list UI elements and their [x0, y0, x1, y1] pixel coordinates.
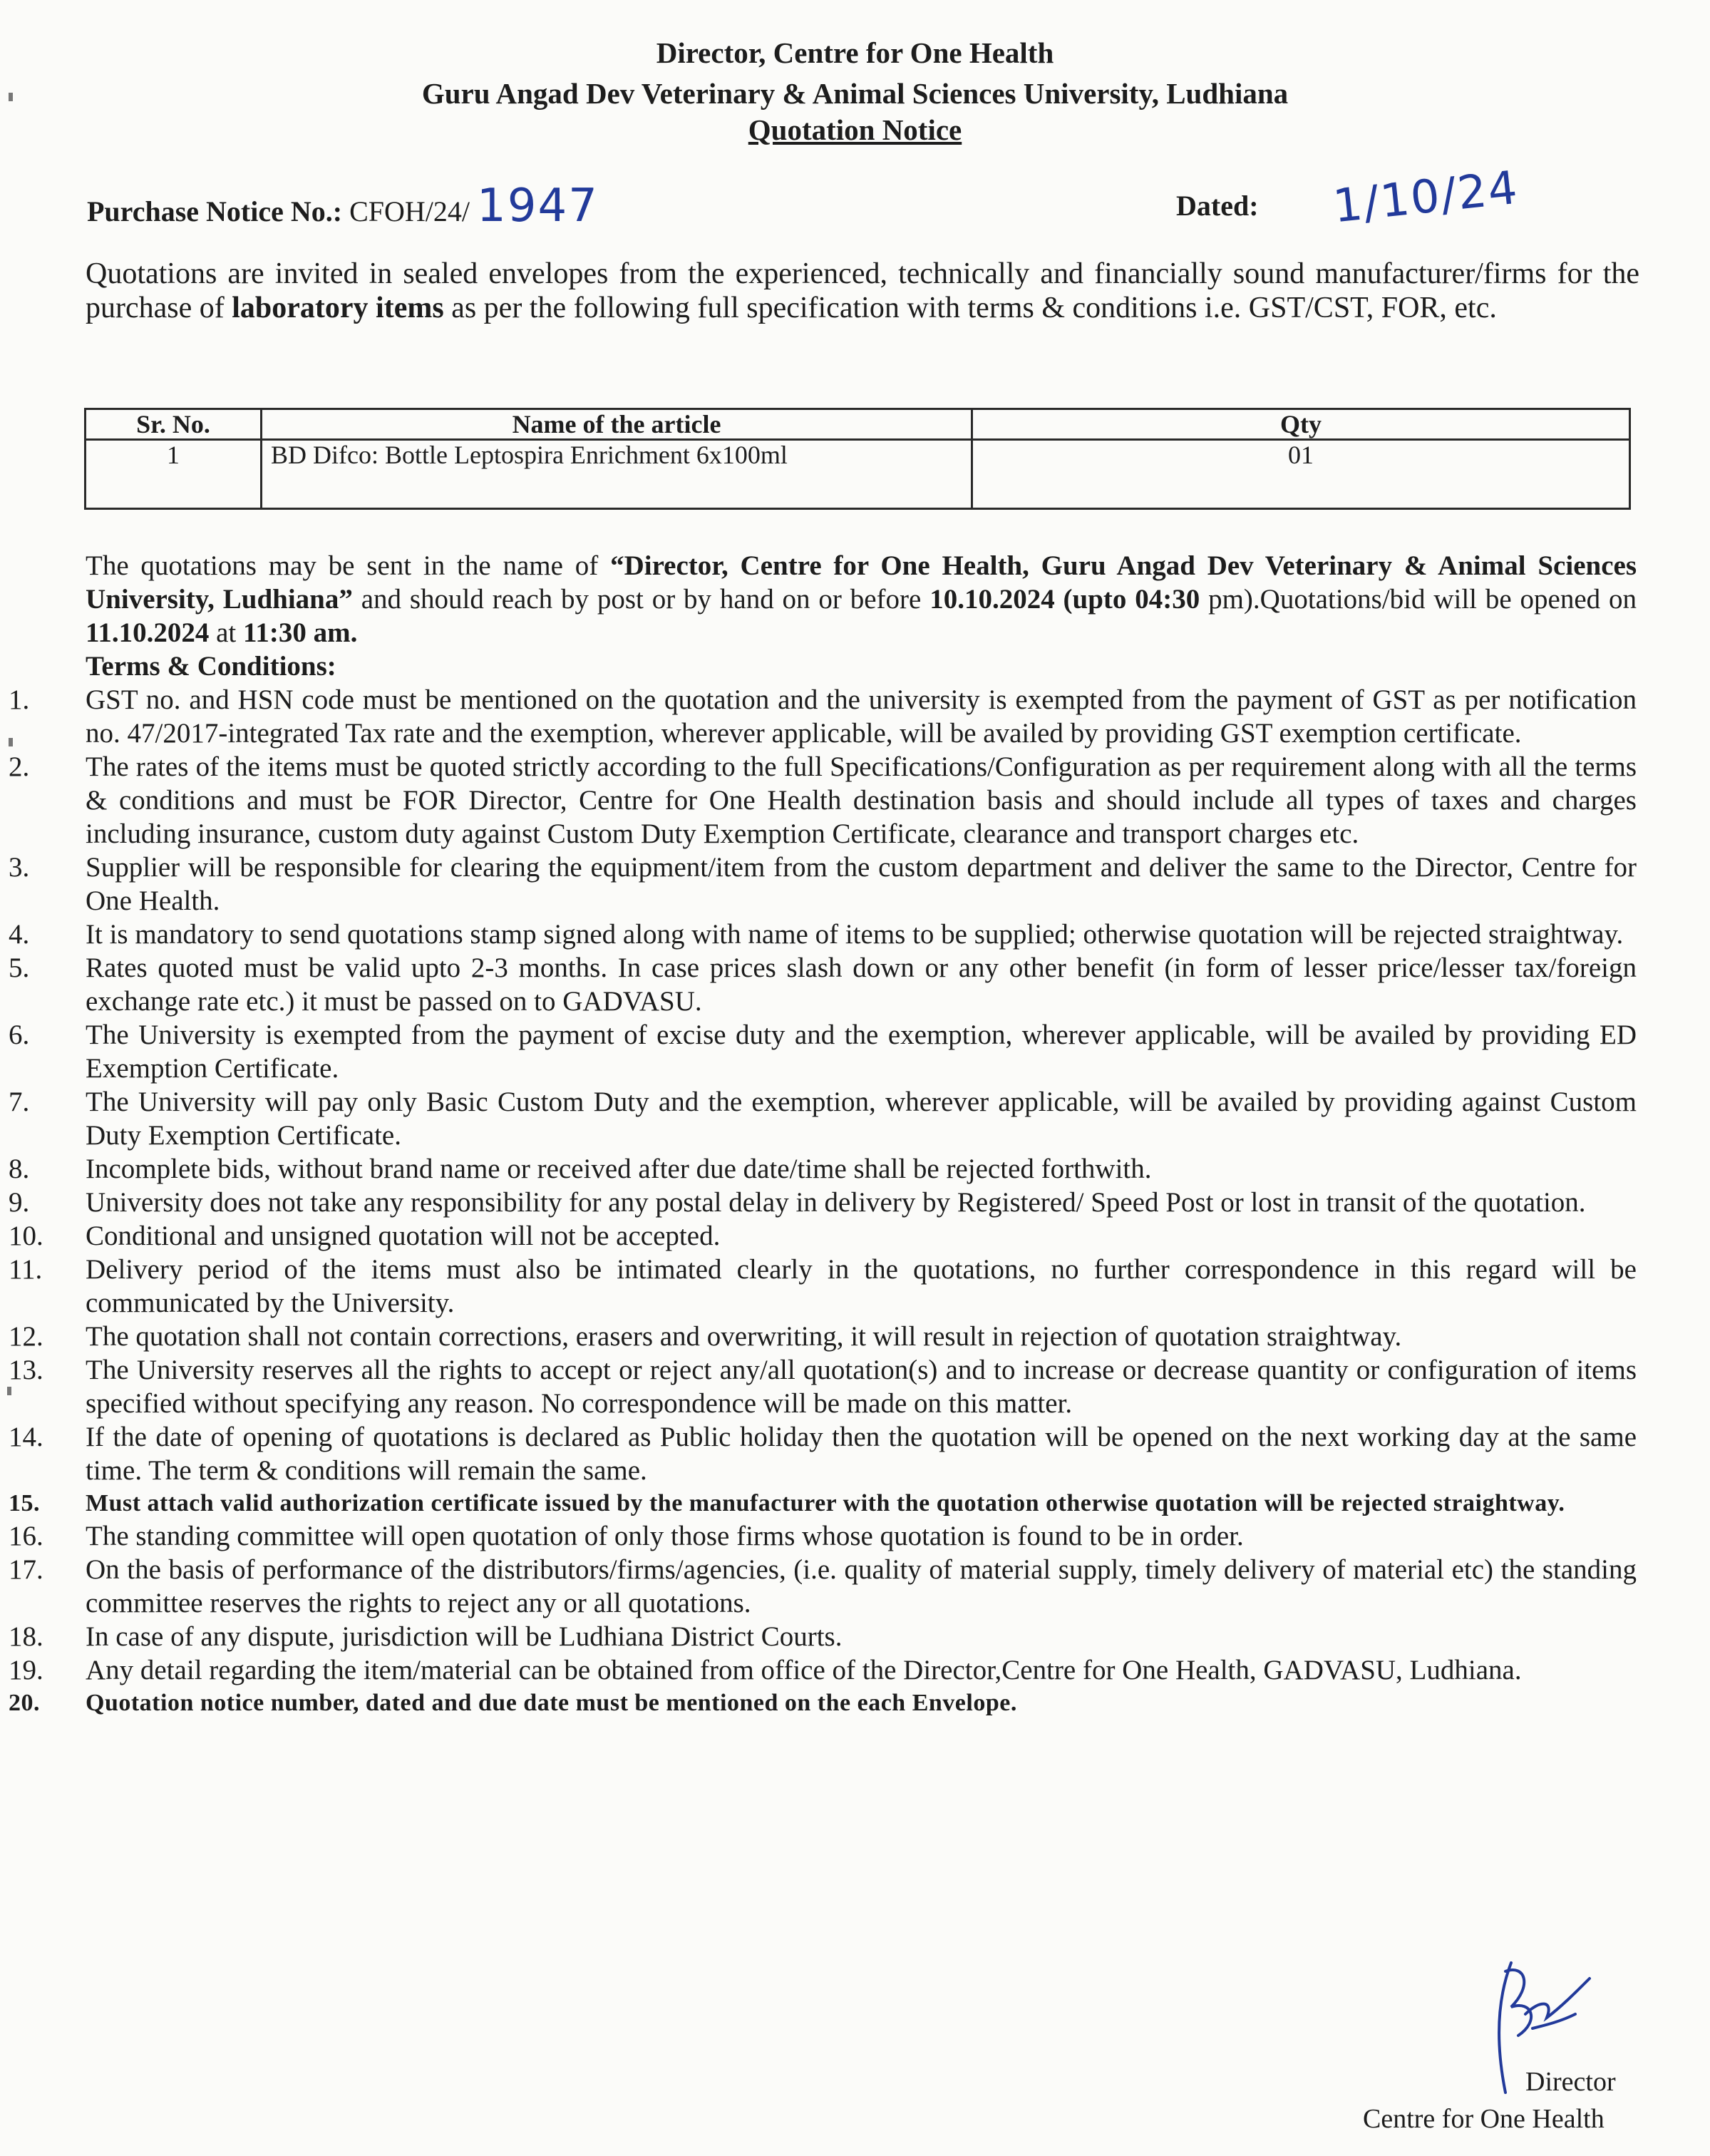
term-number: 3. [9, 852, 30, 883]
term-item [9, 1018, 1637, 1085]
intro-bold: laboratory items [232, 292, 444, 324]
term-text: The quotation shall not contain corrections, erasers and overwriting, it will result in rejection of quotation straightway. [86, 1321, 1402, 1352]
purchase-notice-prefix: CFOH/24/ [349, 195, 470, 227]
submission-text-3: pm).Quotations/bid will be opened on [1200, 584, 1637, 615]
column-header-sr-no: Sr. No. [86, 409, 262, 440]
dated-label: Dated: [1176, 190, 1259, 222]
term-item [9, 1186, 1637, 1219]
term-number: 15. [9, 1490, 40, 1516]
scan-speck [9, 738, 13, 746]
term-text: Incomplete bids, without brand name or received after due date/time shall be rejected forthwith. [86, 1154, 1152, 1184]
submission-addressee: “Director, Centre for One Health, Guru Angad Dev Veterinary & Animal Sciences University, Ludhiana” [86, 550, 1637, 615]
cell-sr-no: 1 [86, 440, 262, 509]
signatory-title: Director [1525, 2067, 1616, 2097]
purchase-notice-label: Purchase Notice No.: [87, 195, 343, 227]
page-title: Quotation Notice [748, 113, 962, 146]
submission-open-date: 11.10.2024 [86, 617, 210, 648]
term-number: 14. [9, 1422, 43, 1452]
term-text: The University reserves all the rights to accept or reject any/all quotation(s) and to increase or decrease quantity or configuration of items specified without specifying any reason. No correspondence will be made on this matter. [86, 1355, 1637, 1419]
term-item [9, 1253, 1637, 1320]
term-text: Rates quoted must be valid upto 2-3 months. In case prices slash down or any other benefit (in form of lesser price/lesser tax/foreign exchange rate etc.) it must be passed on to GADVASU. [86, 953, 1637, 1017]
submission-due-date: 10.10.2024 (upto 04:30 [929, 584, 1200, 615]
scan-speck [7, 1387, 11, 1395]
term-text: On the basis of performance of the distributors/firms/agencies, (i.e. quality of material supply, timely delivery of material etc) the standing committee reserves the rights to reject any or all quotations. [86, 1554, 1637, 1618]
column-header-qty: Qty [972, 409, 1630, 440]
term-number: 5. [9, 953, 30, 983]
term-text: Conditional and unsigned quotation will not be accepted. [86, 1221, 721, 1251]
scan-speck [9, 93, 13, 101]
table-row [86, 440, 1630, 509]
term-number: 12. [9, 1321, 43, 1352]
term-item [9, 918, 1637, 951]
term-number: 6. [9, 1020, 30, 1050]
term-text: The standing committee will open quotation of only those firms whose quotation is found to be in order. [86, 1521, 1244, 1551]
term-text: It is mandatory to send quotations stamp signed along with name of items to be supplied; otherwise quotation will be rejected straightway. [86, 919, 1624, 950]
term-number: 2. [9, 751, 30, 782]
term-number: 1. [9, 684, 30, 715]
column-header-article: Name of the article [262, 409, 972, 440]
term-item [9, 683, 1637, 750]
term-item [9, 1085, 1637, 1152]
term-text: The rates of the items must be quoted strictly according to the full Specifications/Configuration as per requirement along with all the terms & conditions and must be FOR Director, Centre for One Health destination basis and should include all types of taxes and charges including insurance, custom duty against Custom Duty Exemption Certificate, clearance and transport charges etc. [86, 751, 1637, 849]
handwritten-date: 1/10/24 [1330, 161, 1521, 234]
term-item [9, 851, 1637, 918]
term-item [9, 1320, 1637, 1353]
items-table [84, 408, 1631, 510]
term-item [9, 1519, 1637, 1553]
term-text: University does not take any responsibility for any postal delay in delivery by Registered/ Speed Post or lost in transit of the quotation. [86, 1187, 1586, 1218]
handwritten-notice-number: 1947 [477, 180, 599, 232]
terms-list [9, 683, 1637, 1719]
term-number: 16. [9, 1521, 43, 1551]
term-number: 10. [9, 1221, 43, 1251]
term-text: Quotation notice number, dated and due date must be mentioned on the each Envelope. [86, 1690, 1017, 1716]
term-text: Must attach valid authorization certificate issued by the manufacturer with the quotation otherwise quotation will be rejected straightway. [86, 1490, 1565, 1516]
term-text: If the date of opening of quotations is declared as Public holiday then the quotation will be opened on the next working day at the same time. The term & conditions will remain the same. [86, 1422, 1637, 1486]
term-number: 4. [9, 919, 30, 950]
term-number: 17. [9, 1554, 43, 1585]
submission-text-4: at [209, 617, 244, 648]
term-item [9, 1487, 1637, 1519]
term-item [9, 1420, 1637, 1487]
cell-qty: 01 [972, 440, 1630, 509]
term-text: GST no. and HSN code must be mentioned on the quotation and the university is exempted from the payment of GST as per notification no. 47/2017-integrated Tax rate and the exemption, wherever applicable, will be availed by providing GST exemption certificate. [86, 684, 1637, 749]
intro-text-2: as per the following full specification with terms & conditions i.e. GST/CST, FOR, etc. [443, 292, 1497, 324]
term-number: 8. [9, 1154, 30, 1184]
term-text: In case of any dispute, jurisdiction will be Ludhiana District Courts. [86, 1621, 843, 1652]
term-text: Delivery period of the items must also be intimated clearly in the quotations, no further correspondence in this regard will be communicated by the University. [86, 1254, 1637, 1318]
term-item [9, 951, 1637, 1018]
term-number: 19. [9, 1655, 43, 1685]
term-item [9, 1687, 1637, 1719]
term-item [9, 750, 1637, 851]
term-number: 20. [9, 1690, 40, 1716]
header-director-line: Director, Centre for One Health [656, 36, 1054, 69]
table-header-row [86, 409, 1630, 440]
term-text: The University is exempted from the payment of excise duty and the exemption, wherever applicable, will be availed by providing ED Exemption Certificate. [86, 1020, 1637, 1084]
term-item [9, 1353, 1637, 1420]
purchase-notice-number [87, 180, 599, 232]
term-item [9, 1620, 1637, 1653]
term-text: Supplier will be responsible for clearing the equipment/item from the custom department and deliver the same to the Director, Centre for One Health. [86, 852, 1637, 916]
term-number: 18. [9, 1621, 43, 1652]
term-number: 13. [9, 1355, 43, 1385]
term-text: Any detail regarding the item/material can be obtained from office of the Director,Centre for One Health, GADVASU, Ludhiana. [86, 1655, 1522, 1685]
term-number: 11. [9, 1254, 43, 1285]
term-item [9, 1653, 1637, 1687]
submission-text-2: and should reach by post or by hand on or before [352, 584, 930, 615]
intro-text-1: Quotations are invited in sealed envelopes from the experienced, technically and financially sound manufacturer/firms for the purchase of [86, 257, 1639, 324]
term-item [9, 1152, 1637, 1186]
header-university-line: Guru Angad Dev Veterinary & Animal Sciences University, Ludhiana [421, 77, 1289, 110]
term-number: 7. [9, 1087, 30, 1117]
notice-body [9, 549, 1637, 1719]
signatory-org: Centre for One Health [1363, 2104, 1605, 2134]
submission-paragraph [86, 549, 1637, 650]
term-number: 9. [9, 1187, 30, 1218]
terms-heading: Terms & Conditions: [86, 651, 336, 682]
term-text: The University will pay only Basic Custom Duty and the exemption, wherever applicable, will be availed by providing against Custom Duty Exemption Certificate. [86, 1087, 1637, 1151]
term-item [9, 1553, 1637, 1620]
cell-article: BD Difco: Bottle Leptospira Enrichment 6x100ml [262, 440, 972, 509]
submission-text-1: The quotations may be sent in the name of [86, 550, 611, 581]
term-item [9, 1219, 1637, 1253]
intro-paragraph [86, 257, 1639, 325]
submission-open-time: 11:30 am. [243, 617, 358, 648]
